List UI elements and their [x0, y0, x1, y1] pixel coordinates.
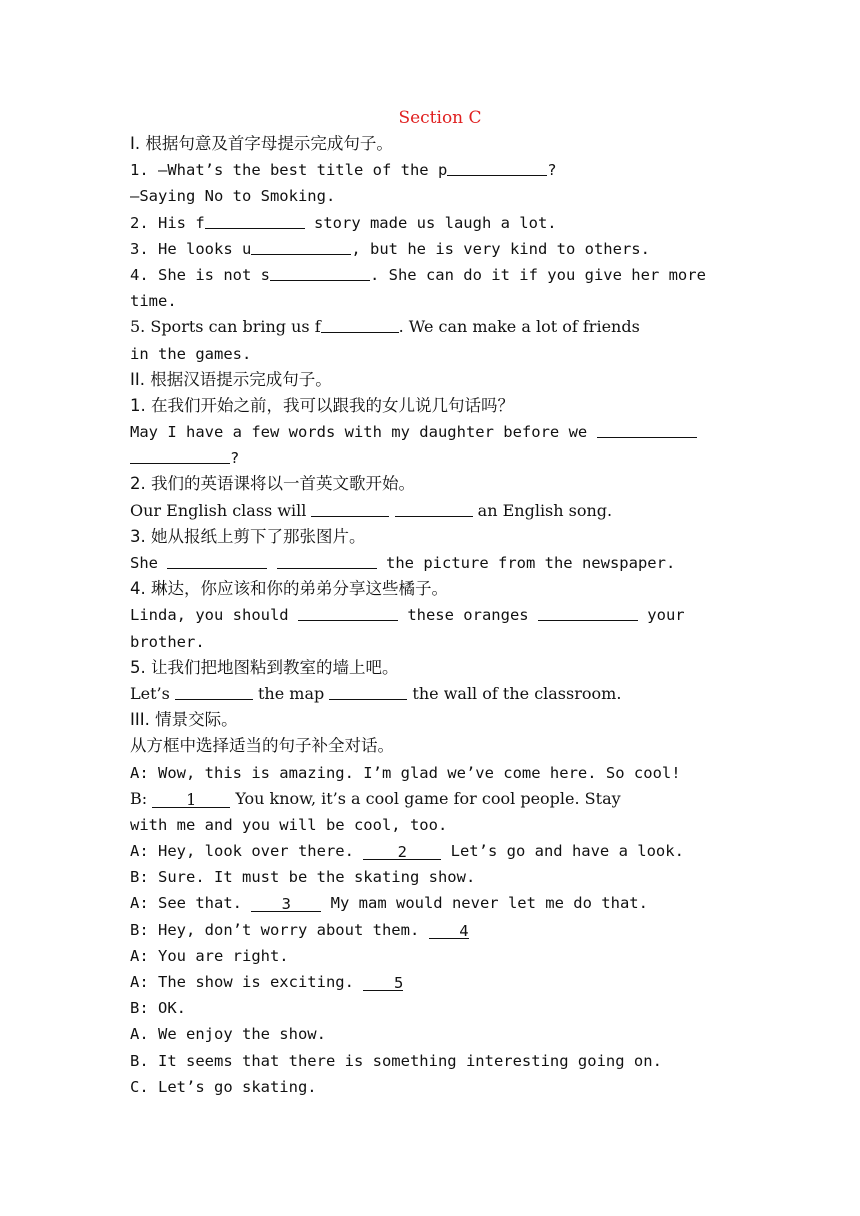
option-a: A. We enjoy the show. [130, 1025, 326, 1044]
answer-blank[interactable] [298, 604, 398, 621]
part3-instruction: 从方框中选择适当的句子补全对话。 [130, 736, 394, 756]
dialogue-blank-3[interactable]: 3 [251, 895, 321, 912]
part3-heading: III. 情景交际。 [130, 710, 238, 730]
part1-heading: I. 根据句意及首字母提示完成句子。 [130, 134, 393, 153]
dialogue-blank-2[interactable]: 2 [363, 843, 441, 860]
dialogue-line-7: A: You are right. [130, 946, 289, 965]
part1-q5-cont: in the games. [130, 344, 252, 363]
answer-blank[interactable] [205, 212, 305, 229]
dialogue-line-2-cont: with me and you will be cool, too. [130, 815, 448, 834]
part2-q1-en-cont: ? [130, 445, 730, 471]
dialogue-blank-5[interactable]: 5 [363, 974, 403, 991]
part2-q4-cont: brother. [130, 632, 205, 651]
dialogue-line-9: B: OK. [130, 999, 186, 1018]
part2-q4-en: Linda, you should these oranges your [130, 606, 685, 625]
answer-blank[interactable] [175, 683, 253, 700]
answer-blank[interactable] [321, 316, 399, 333]
dialogue-line-6: B: Hey, don’t worry about them. 4 [130, 920, 469, 940]
section-title: Section C [398, 108, 482, 128]
part2-q3-en: She the picture from the newspaper. [130, 554, 676, 572]
answer-blank[interactable] [167, 552, 267, 569]
part2-q1-en: May I have a few words with my daughter before we [130, 419, 730, 445]
dialogue-blank-1[interactable]: 1 [152, 791, 230, 808]
part1-q2: 2. His f story made us laugh a lot. [130, 213, 557, 232]
part2-q2-en: Our English class will an English song. [130, 500, 613, 520]
part1-q1a: 1. —What’s the best title of the p ? [130, 161, 557, 180]
option-c: C. Let’s go skating. [130, 1077, 317, 1096]
answer-blank[interactable] [395, 500, 473, 517]
part1-q4-cont: time. [130, 292, 177, 311]
answer-blank[interactable] [270, 264, 370, 281]
part2-q2-cn: 2. 我们的英语课将以一首英文歌开始。 [130, 474, 415, 494]
answer-blank[interactable] [597, 421, 697, 438]
worksheet-page [130, 105, 730, 1100]
part2-heading: II. 根据汉语提示完成句子。 [130, 369, 332, 389]
part1-q1b: —Saying No to Smoking. [130, 187, 336, 206]
dialogue-line-4: B: Sure. It must be the skating show. [130, 868, 476, 887]
answer-blank[interactable] [251, 238, 351, 255]
part1-q5: 5. Sports can bring us f . We can make a lot of friends [130, 317, 640, 337]
part2-q5-en: Let’s the map the wall of the classroom. [130, 683, 622, 703]
dialogue-line-1: A: Wow, this is amazing. I’m glad we’ve come here. So cool! [130, 763, 681, 782]
answer-blank[interactable] [277, 552, 377, 569]
answer-blank[interactable] [538, 604, 638, 621]
answer-blank[interactable] [329, 683, 407, 700]
option-b: B. It seems that there is something interesting going on. [130, 1051, 662, 1070]
dialogue-line-3: A: Hey, look over there. 2 Let’s go and have a look. [130, 842, 684, 862]
dialogue-line-8: A: The show is exciting. 5 [130, 973, 404, 992]
part2-q5-cn: 5. 让我们把地图粘到教室的墙上吧。 [130, 657, 399, 677]
answer-blank[interactable] [447, 159, 547, 176]
part2-q3-cn: 3. 她从报纸上剪下了那张图片。 [130, 526, 366, 546]
answer-blank[interactable] [311, 500, 389, 517]
part1-q4: 4. She is not s . She can do it if you give her more [130, 265, 706, 284]
part2-q4-cn: 4. 琳达，你应该和你的弟弟分享这些橘子。 [130, 579, 448, 599]
part2-q1-cn: 1. 在我们开始之前，我可以跟我的女儿说几句话吗？ [130, 395, 514, 415]
dialogue-line-5: A: See that. 3 My mam would never let me do that. [130, 894, 648, 914]
answer-blank[interactable] [130, 447, 230, 464]
dialogue-line-2: B: 1 You know, it’s a cool game for cool people. Stay [130, 788, 621, 809]
dialogue-blank-4[interactable]: 4 [429, 922, 469, 939]
part1-q3: 3. He looks u , but he is very kind to others. [130, 239, 650, 258]
